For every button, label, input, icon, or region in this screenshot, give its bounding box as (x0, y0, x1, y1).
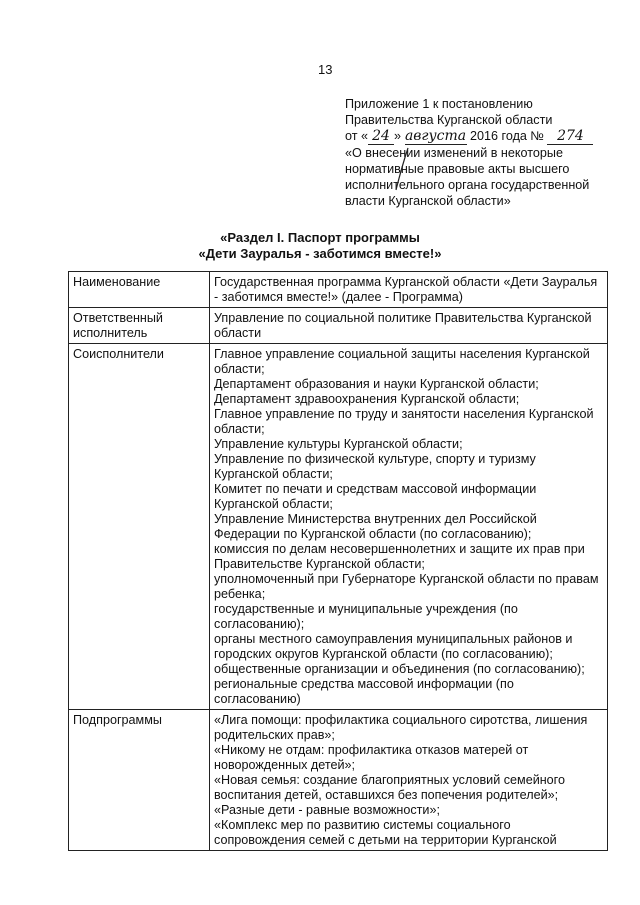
list-item: уполномоченный при Губернаторе Курганской области по правам ребенка; (214, 572, 599, 601)
table-row (69, 272, 608, 308)
table-row (69, 344, 608, 710)
appendix-line-1: Приложение 1 к постановлению (345, 97, 533, 111)
row-label: Наименование (69, 272, 210, 308)
list-item: Управление культуры Курганской области; (214, 437, 463, 451)
table-row (69, 710, 608, 851)
row-value (210, 710, 608, 851)
date-year: 2016 года № (466, 129, 548, 143)
appendix-date-line (345, 128, 625, 145)
appendix-line-4: «О внесении изменений в некоторые (345, 146, 563, 160)
handwritten-number: 274 (547, 128, 593, 145)
list-item: Главное управление социальной защиты населения Курганской области; (214, 347, 590, 376)
list-item: государственные и муниципальные учреждения (по согласованию); (214, 602, 518, 631)
passport-table (68, 271, 608, 851)
appendix-header (345, 96, 625, 209)
list-item: Комитет по печати и средствам массовой информации Курганской области; (214, 482, 537, 511)
list-item: «Никому не отдам: профилактика отказов матерей от новорожденных детей»; (214, 743, 529, 772)
section-title-line-2: «Дети Зауралья - заботимся вместе!» (198, 246, 442, 261)
list-item: комиссия по делам несовершеннолетних и защите их прав при Правительстве Курганской области; (214, 542, 585, 571)
list-item: Управление по социальной политике Правительства Курганской области (214, 311, 592, 340)
list-item: Государственная программа Курганской области «Дети Зауралья - заботимся вместе!» (далее - Программа) (214, 275, 598, 304)
list-item: Управление по физической культуре, спорту и туризму Курганской области; (214, 452, 536, 481)
row-value (210, 344, 608, 710)
date-mid: » (394, 129, 405, 143)
appendix-line-2: Правительства Курганской области (345, 113, 553, 127)
list-item: «Новая семья: создание благоприятных условий семейного воспитания детей, оставшихся без попечения родителей»; (214, 773, 566, 802)
row-value (210, 272, 608, 308)
list-item: Департамент образования и науки Курганской области; (214, 377, 539, 391)
section-title (0, 230, 640, 262)
list-item: общественные организации и объединения (по согласованию); (214, 662, 585, 676)
list-item: региональные средства массовой информации (по согласованию) (214, 677, 514, 706)
row-label: Соисполнители (69, 344, 210, 710)
appendix-line-6: исполнительного органа государственной (345, 178, 590, 192)
row-label: Подпрограммы (69, 710, 210, 851)
list-item: «Разные дети - равные возможности»; (214, 803, 440, 817)
list-item: Департамент здравоохранения Курганской области; (214, 392, 520, 406)
section-title-line-1: «Раздел I. Паспорт программы (220, 230, 420, 245)
appendix-line-7: власти Курганской области» (345, 194, 511, 208)
handwritten-month: августа (404, 128, 467, 144)
row-label: Ответственный исполнитель (69, 308, 210, 344)
appendix-line-5: нормативные правовые акты высшего (345, 162, 570, 176)
row-value (210, 308, 608, 344)
handwritten-day: 24 (368, 128, 394, 145)
list-item: Управление Министерства внутренних дел Российской Федерации по Курганской области (по согласованию); (214, 512, 537, 541)
list-item: «Лига помощи: профилактика социального сиротства, лишения родительских прав»; (214, 713, 588, 742)
list-item: Главное управление по труду и занятости населения Курганской области; (214, 407, 594, 436)
page-number: 13 (318, 62, 333, 77)
list-item: органы местного самоуправления муниципальных районов и городских округов Курганской области (по согласованию); (214, 632, 573, 661)
list-item: «Комплекс мер по развитию системы социального сопровождения семей с детьми на территории Курганской (214, 818, 557, 847)
date-prefix: от « (345, 129, 368, 143)
table-row (69, 308, 608, 344)
